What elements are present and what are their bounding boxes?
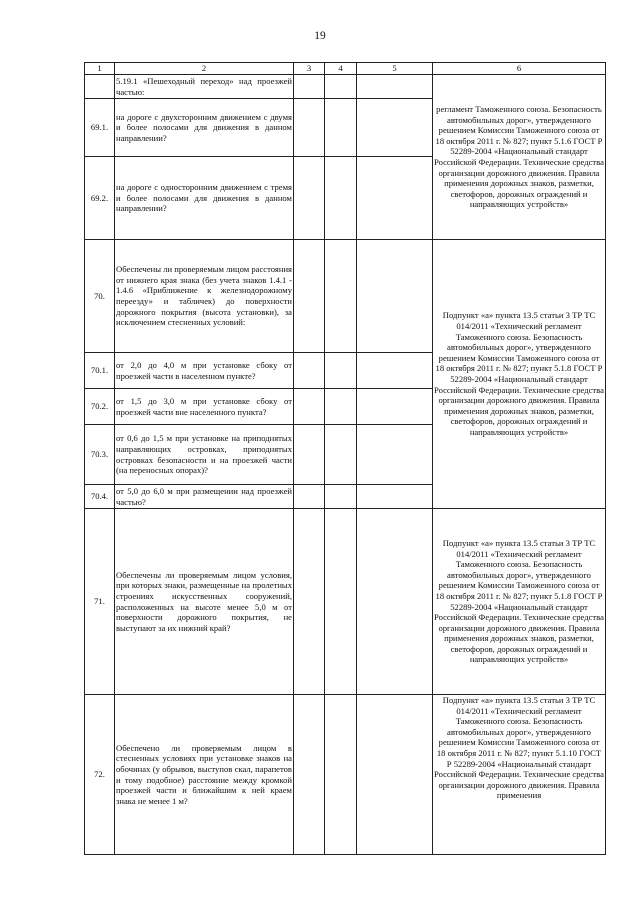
answer-cell [357,353,433,389]
column-header: 4 [325,63,357,75]
row-number [85,75,115,99]
answer-cell [357,157,433,240]
answer-cell [294,695,325,855]
column-header: 1 [85,63,115,75]
answer-cell [325,240,357,353]
answer-cell [357,240,433,353]
answer-cell [325,509,357,695]
answer-cell [294,157,325,240]
table-row [85,240,606,353]
question-text: Обеспечено ли проверяемым лицом в стесненных условиях при установке знаков на обочинах (у обрывов, выступов скал, парапетов и тому подобное) расстояние между кромкой проезжей части и ближайшим к ней краем знака не менее 1 м? [115,695,294,855]
answer-cell [357,695,433,855]
answer-cell [325,425,357,485]
checklist-table [84,62,606,855]
row-number: 71. [85,509,115,695]
row-number: 70.4. [85,485,115,509]
answer-cell [325,99,357,157]
table-row [85,75,606,99]
answer-cell [294,75,325,99]
question-text: от 0,6 до 1,5 м при установке на приподнятых направляющих островках, приподнятых островках безопасности и на проезжей части (на переносных опорах)? [115,425,294,485]
page-number: 19 [314,30,326,42]
reference-text: Подпункт «а» пункта 13.5 статьи 3 ТР ТС 014/2011 «Технический регламент Таможенного союза. Безопасность автомобильных дорог», утвержденного решением Комиссии Таможенного союза от 18 октября 2011 г. № 827; пункт 5.1.8 ГОСТ Р 52289-2004 «Национальный стандарт Российской Федерации. Технические средства организации дорожного движения. Правила применения дорожных знаков, разметки, светофоров, дорожных ограждений и направляющих устройств» [433,240,606,509]
table-row [85,695,606,855]
question-text: 5.19.1 «Пешеходный переход» над проезжей частью: [116,75,292,97]
answer-cell [294,240,325,353]
answer-cell [357,509,433,695]
reference-text: регламент Таможенного союза. Безопасность автомобильных дорог», утвержденного решением Комиссии Таможенного союза от 18 октября 2011 г. № 827; пункт 5.1.6 ГОСТ Р 52289-2004 «Национальный стандарт Российской Федерации. Технические средства организации дорожного движения. Правила применения дорожных знаков, разметки, светофоров, дорожных ограждений и направляющих устройств» [433,75,606,240]
question-text: от 5,0 до 6,0 м при размещении над проезжей частью? [116,485,292,507]
answer-cell [357,389,433,425]
answer-cell [357,75,433,99]
table-row [85,509,606,695]
answer-cell [325,695,357,855]
row-number: 69.2. [85,157,115,240]
answer-cell [294,389,325,425]
reference-text: Подпункт «а» пункта 13.5 статьи 3 ТР ТС 014/2011 «Технический регламент Таможенного союза. Безопасность автомобильных дорог», утвержденного решением Комиссии Таможенного союза от 18 октября 2011 г. № 827; пункт 5.1.10 ГОСТ Р 52289-2004 «Национальный стандарт Российской Федерации. Технические средства организации дорожного движения. Правила применения [433,695,606,855]
answer-cell [294,485,325,509]
answer-cell [325,75,357,99]
answer-cell [325,157,357,240]
column-header: 6 [433,63,606,75]
question-text: от 1,5 до 3,0 м при установке сбоку от проезжей части вне населенного пункта? [115,389,294,425]
question-text: на дороге с односторонним движением с тремя и более полосами для движения в данном направлении? [115,157,294,240]
answer-cell [325,353,357,389]
reference-text: Подпункт «а» пункта 13.5 статьи 3 ТР ТС 014/2011 «Технический регламент Таможенного союза. Безопасность автомобильных дорог», утвержденного решением Комиссии Таможенного союза от 18 октября 2011 г. № 827; пункт 5.1.8 ГОСТ Р 52289-2004 «Национальный стандарт Российской Федерации. Технические средства организации дорожного движения. Правила применения дорожных знаков, разметки, светофоров, дорожных ограждений и направляющих устройств» [433,509,606,695]
answer-cell [325,485,357,509]
row-number: 72. [85,695,115,855]
question-text: Обеспечены ли проверяемым лицом расстояния от нижнего края знака (без учета знаков 1.4.1 - 1.4.6 «Приближение к железнодорожному переезду» и табличек) до поверхности дорожного покрытия (высота установки), за исключением стесненных условий: [115,240,294,353]
row-number: 69.1. [85,99,115,157]
column-header: 5 [357,63,433,75]
row-number: 70. [85,240,115,353]
answer-cell [294,99,325,157]
column-header: 2 [115,63,294,75]
answer-cell [294,509,325,695]
answer-cell [325,389,357,425]
answer-cell [357,425,433,485]
answer-cell [357,485,433,509]
answer-cell [294,425,325,485]
column-header: 3 [294,63,325,75]
question-text: Обеспечены ли проверяемым лицом условия, при которых знаки, размещенные на пролетных строениях искусственных сооружений, расположенных на высоте менее 5,0 м от поверхности дорожного покрытия, не выступают за их нижний край? [115,509,294,695]
header-row [85,63,606,75]
question-text: на дороге с двухсторонним движением с двумя и более полосами для движения в данном направлении? [115,99,294,157]
question-text: от 2,0 до 4,0 м при установке сбоку от проезжей части в населенном пункте? [115,353,294,389]
answer-cell [357,99,433,157]
row-number: 70.3. [85,425,115,485]
row-number: 70.1. [85,353,115,389]
row-number: 70.2. [85,389,115,425]
answer-cell [294,353,325,389]
